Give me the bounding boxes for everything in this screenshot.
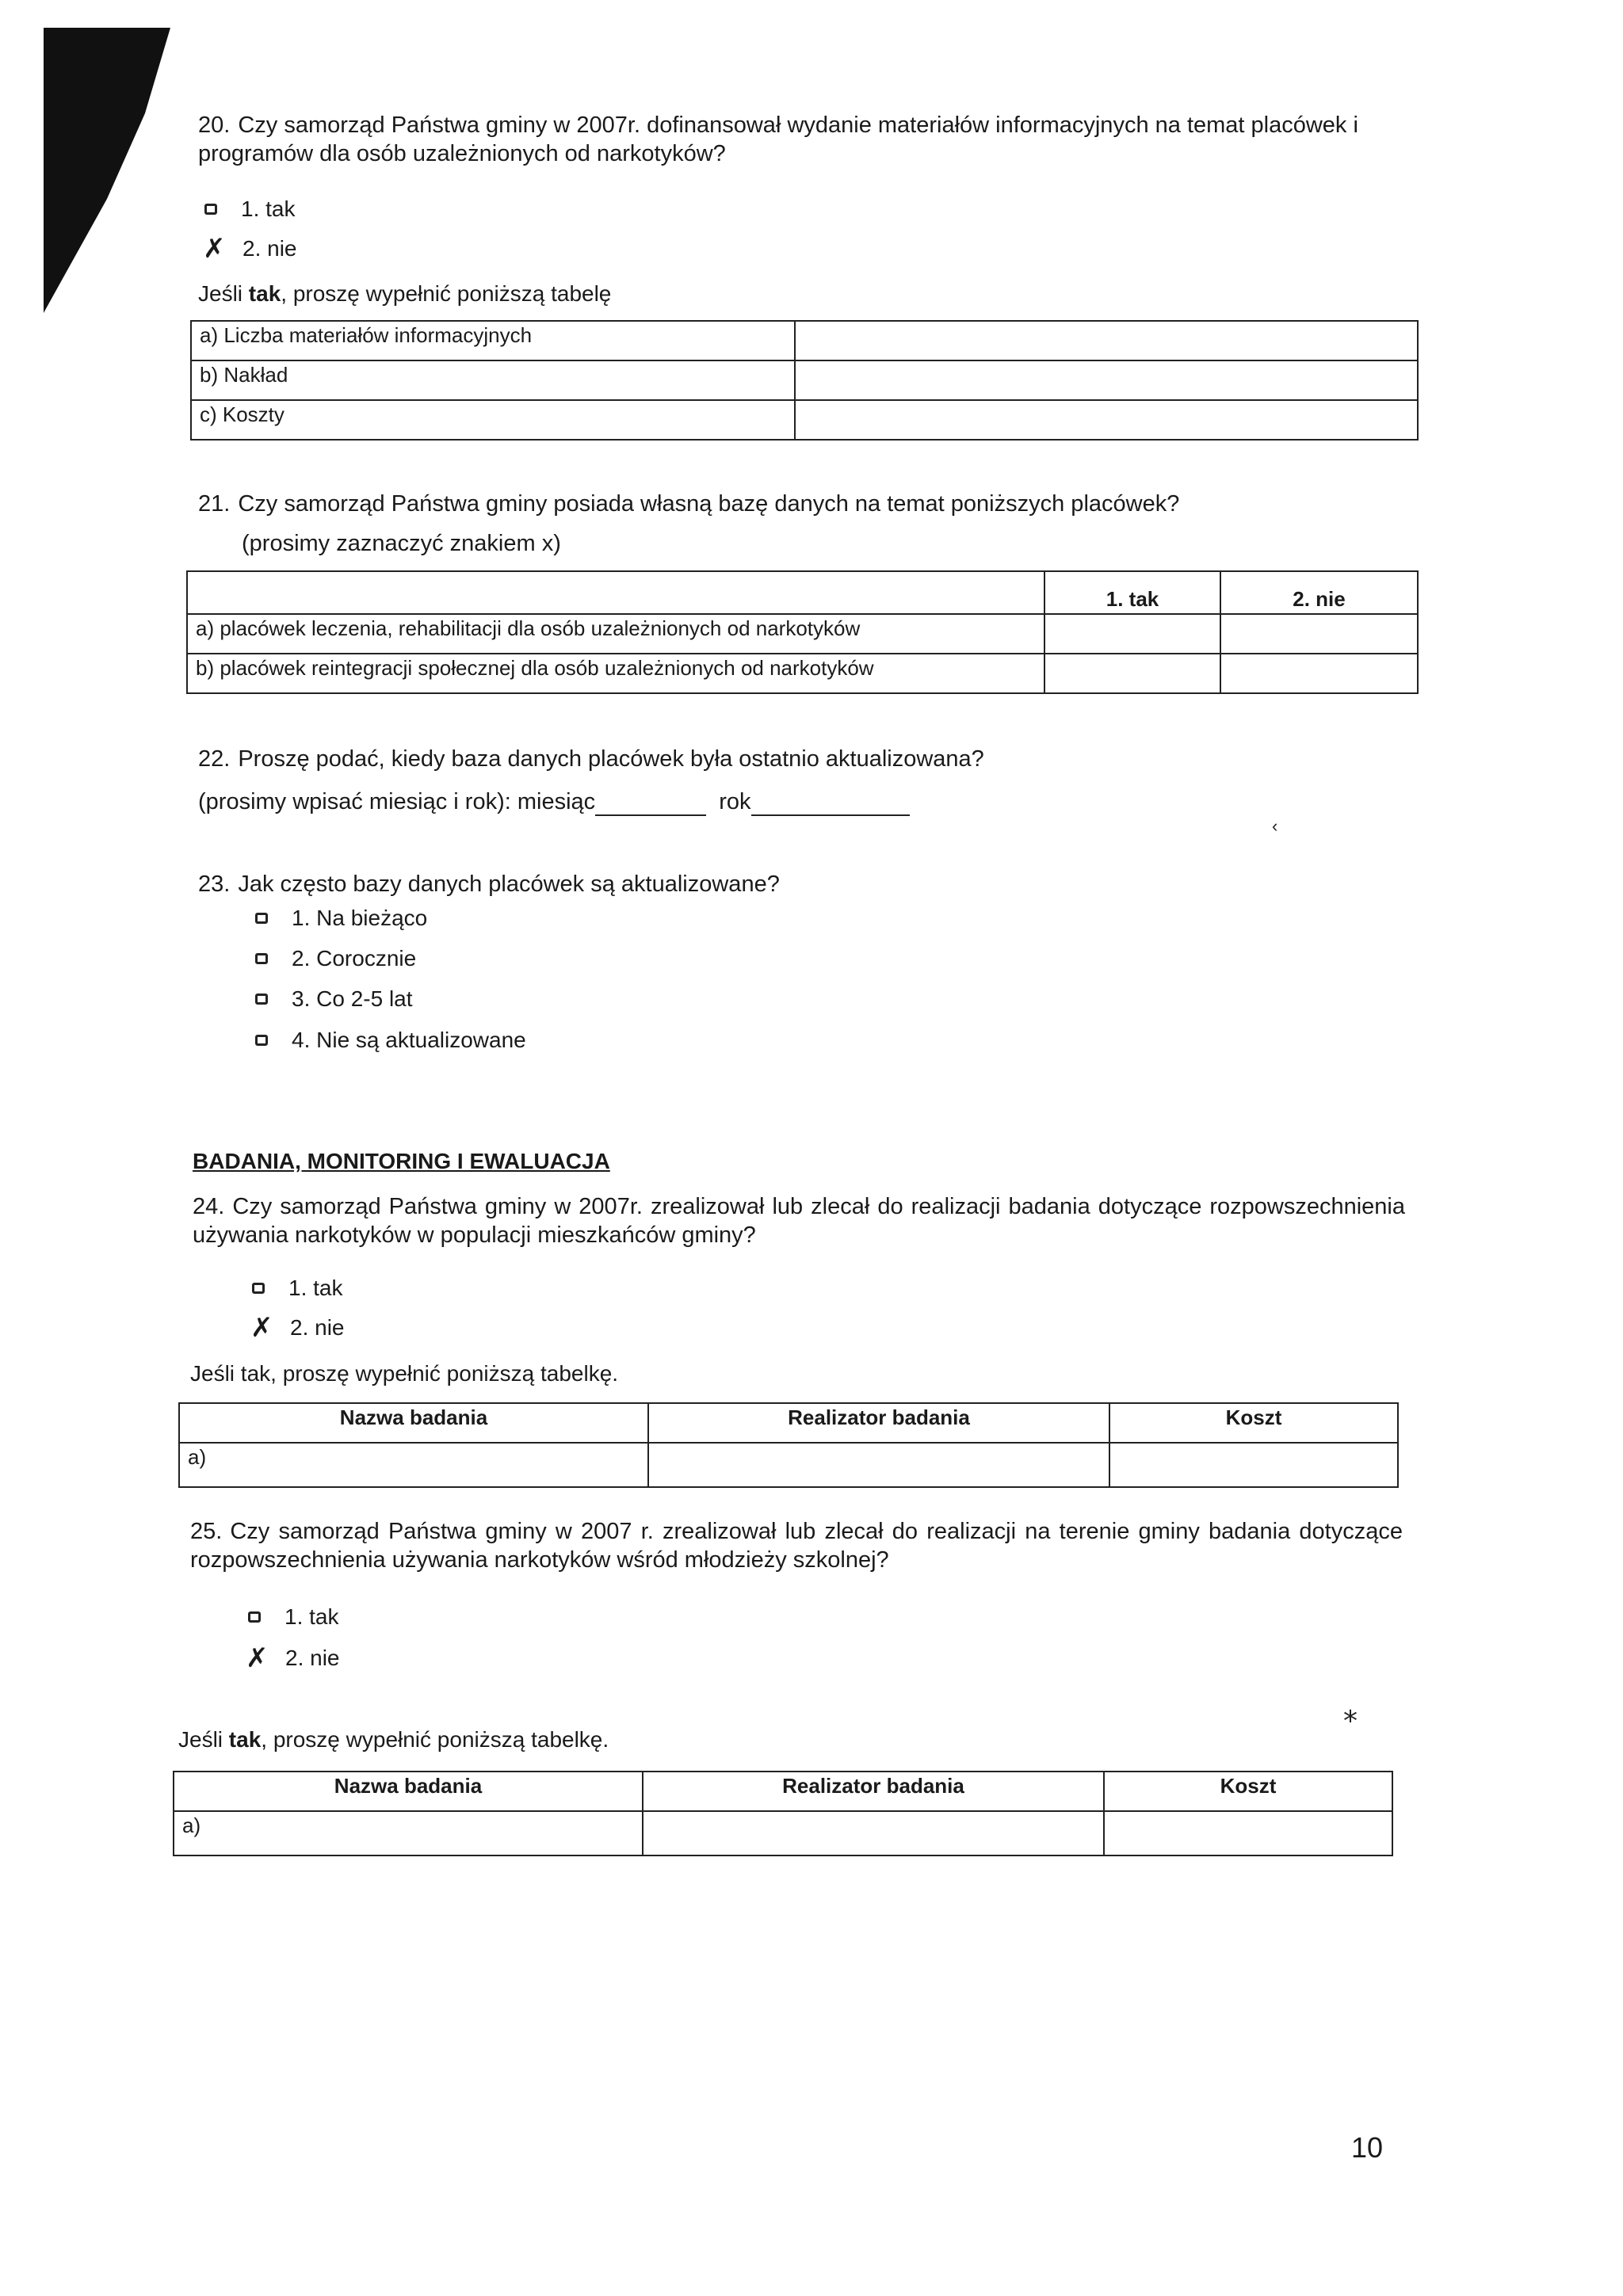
checkbox-icon[interactable] [255, 1035, 268, 1046]
table-header-row [174, 1772, 1392, 1811]
col-yes-header: 1. tak [1044, 571, 1220, 614]
option-label: 2. Corocznie [292, 946, 417, 971]
q21-table [186, 570, 1419, 694]
q25-instruction [178, 1727, 609, 1753]
option-label: 1. tak [288, 1276, 343, 1300]
yes-cell[interactable] [1044, 614, 1220, 654]
q23-option-1[interactable] [255, 906, 427, 931]
question-subtext: (prosimy zaznaczyć znakiem x) [242, 531, 561, 556]
question-number: 24. [193, 1194, 225, 1219]
q24-instruction: Jeśli tak, proszę wypełnić poniższą tabelkę. [190, 1361, 619, 1386]
question-24 [193, 1192, 1405, 1250]
question-25 [190, 1517, 1403, 1575]
question-number: 21. [198, 491, 231, 517]
input-cell[interactable] [795, 400, 1418, 440]
question-22 [198, 745, 1419, 773]
table-row [187, 654, 1418, 693]
checked-x-icon[interactable]: ✗ [246, 1642, 269, 1674]
q23-option-4[interactable] [255, 1028, 526, 1053]
header-empty [187, 571, 1044, 614]
no-cell[interactable] [1220, 654, 1418, 693]
q20-instruction [198, 281, 611, 307]
question-21 [198, 490, 1419, 518]
year-label: rok [719, 789, 751, 814]
input-cell[interactable] [795, 321, 1418, 360]
question-text: Czy samorząd Państwa gminy w 2007r. zrealizował lub zlecał do realizacji badania dotyczące rozpowszechnienia używania narkotyków w populacji mieszkańców gminy? [193, 1194, 1405, 1249]
q20-option-nie[interactable] [203, 233, 297, 265]
question-number: 20. [198, 113, 231, 138]
row-label: a) Liczba materiałów informacyjnych [191, 321, 795, 360]
question-20 [198, 111, 1419, 169]
option-label: 2. nie [285, 1646, 340, 1670]
note-text: Jeśli [198, 281, 249, 306]
col-realizator-header: Realizator badania [643, 1772, 1104, 1811]
question-text: Czy samorząd Państwa gminy w 2007 r. zrealizował lub zlecał do realizacji na terenie gminy badania dotyczące rozpowszechnienia używania narkotyków wśród młodzieży szkolnej? [190, 1519, 1403, 1573]
option-label: 2. nie [242, 236, 297, 261]
checkbox-icon[interactable] [248, 1611, 261, 1623]
q25-table [173, 1771, 1393, 1856]
row-label: a) placówek leczenia, rehabilitacji dla osób uzależnionych od narkotyków [187, 614, 1044, 654]
table-row [191, 360, 1418, 400]
question-text: Czy samorząd Państwa gminy posiada własną bazę danych na temat poniższych placówek? [238, 491, 1180, 517]
q20-table [190, 320, 1419, 441]
option-label: 1. tak [241, 196, 296, 221]
option-label: 1. Na bieżąco [292, 906, 428, 930]
option-label: 3. Co 2-5 lat [292, 986, 413, 1011]
checkbox-icon[interactable] [255, 913, 268, 924]
no-cell[interactable] [1220, 614, 1418, 654]
col-nazwa-header: Nazwa badania [179, 1403, 648, 1443]
question-number: 25. [190, 1519, 223, 1544]
table-header-row [187, 571, 1418, 614]
note-bold: tak [248, 281, 281, 306]
table-row [187, 614, 1418, 654]
page-number: 10 [1351, 2131, 1384, 2164]
col-koszt-header: Koszt [1104, 1772, 1392, 1811]
note-text: , proszę wypełnić poniższą tabelę [281, 281, 612, 306]
q25-option-nie[interactable] [246, 1642, 340, 1674]
table-row [191, 321, 1418, 360]
checked-x-icon[interactable]: ✗ [203, 233, 226, 265]
row-label: c) Koszty [191, 400, 795, 440]
row-label: b) Nakład [191, 360, 795, 400]
input-cell[interactable] [795, 360, 1418, 400]
q24-table [178, 1402, 1399, 1488]
checkbox-icon[interactable] [204, 204, 217, 215]
yes-cell[interactable] [1044, 654, 1220, 693]
scan-speck: ⁎ [1343, 1695, 1358, 1728]
scan-corner-mark [44, 28, 170, 313]
row-label[interactable]: a) [179, 1443, 648, 1487]
month-input[interactable] [595, 786, 706, 816]
scan-speck: ‹ [1272, 816, 1278, 836]
col-realizator-header: Realizator badania [648, 1403, 1109, 1443]
table-row [191, 400, 1418, 440]
question-text: Jak często bazy danych placówek są aktualizowane? [238, 871, 780, 897]
note-text: , proszę wypełnić poniższą tabelkę. [261, 1727, 609, 1752]
year-input[interactable] [751, 786, 910, 816]
checkbox-icon[interactable] [252, 1283, 265, 1294]
row-label[interactable]: a) [174, 1811, 643, 1855]
col-koszt-header: Koszt [1109, 1403, 1398, 1443]
question-text: Proszę podać, kiedy baza danych placówek była ostatnio aktualizowana? [238, 746, 984, 772]
input-cell[interactable] [1109, 1443, 1398, 1487]
q24-option-tak[interactable] [252, 1276, 342, 1301]
table-row [174, 1811, 1392, 1855]
q22-subtext [198, 786, 910, 816]
option-label: 4. Nie są aktualizowane [292, 1028, 526, 1052]
input-cell[interactable] [1104, 1811, 1392, 1855]
col-nazwa-header: Nazwa badania [174, 1772, 643, 1811]
question-text: Czy samorząd Państwa gminy w 2007r. dofinansował wydanie materiałów informacyjnych na temat placówek i programów dla osób uzależnionych od narkotyków? [198, 113, 1358, 167]
checkbox-icon[interactable] [255, 994, 268, 1005]
q24-option-nie[interactable] [250, 1312, 345, 1344]
input-cell[interactable] [648, 1443, 1109, 1487]
col-no-header: 2. nie [1220, 571, 1418, 614]
q23-option-3[interactable] [255, 986, 413, 1012]
note-text: Jeśli [178, 1727, 229, 1752]
question-number: 23. [198, 871, 231, 897]
row-label: b) placówek reintegracji społecznej dla osób uzależnionych od narkotyków [187, 654, 1044, 693]
q21-subtext [242, 529, 561, 558]
note-bold: tak [228, 1727, 262, 1752]
q25-option-tak[interactable] [248, 1604, 338, 1630]
question-subtext: (prosimy wpisać miesiąc i rok): miesiąc [198, 789, 596, 814]
q23-option-2[interactable] [255, 946, 416, 971]
checked-x-icon[interactable]: ✗ [250, 1312, 273, 1344]
option-label: 2. nie [290, 1315, 345, 1340]
table-row [179, 1443, 1398, 1487]
table-header-row [179, 1403, 1398, 1443]
question-23 [198, 870, 1419, 898]
checkbox-icon[interactable] [255, 953, 268, 964]
option-label: 1. tak [285, 1604, 339, 1629]
input-cell[interactable] [643, 1811, 1104, 1855]
section-heading: BADANIA, MONITORING I EWALUACJA [193, 1149, 610, 1173]
q20-option-tak[interactable] [204, 196, 295, 222]
question-number: 22. [198, 746, 231, 772]
